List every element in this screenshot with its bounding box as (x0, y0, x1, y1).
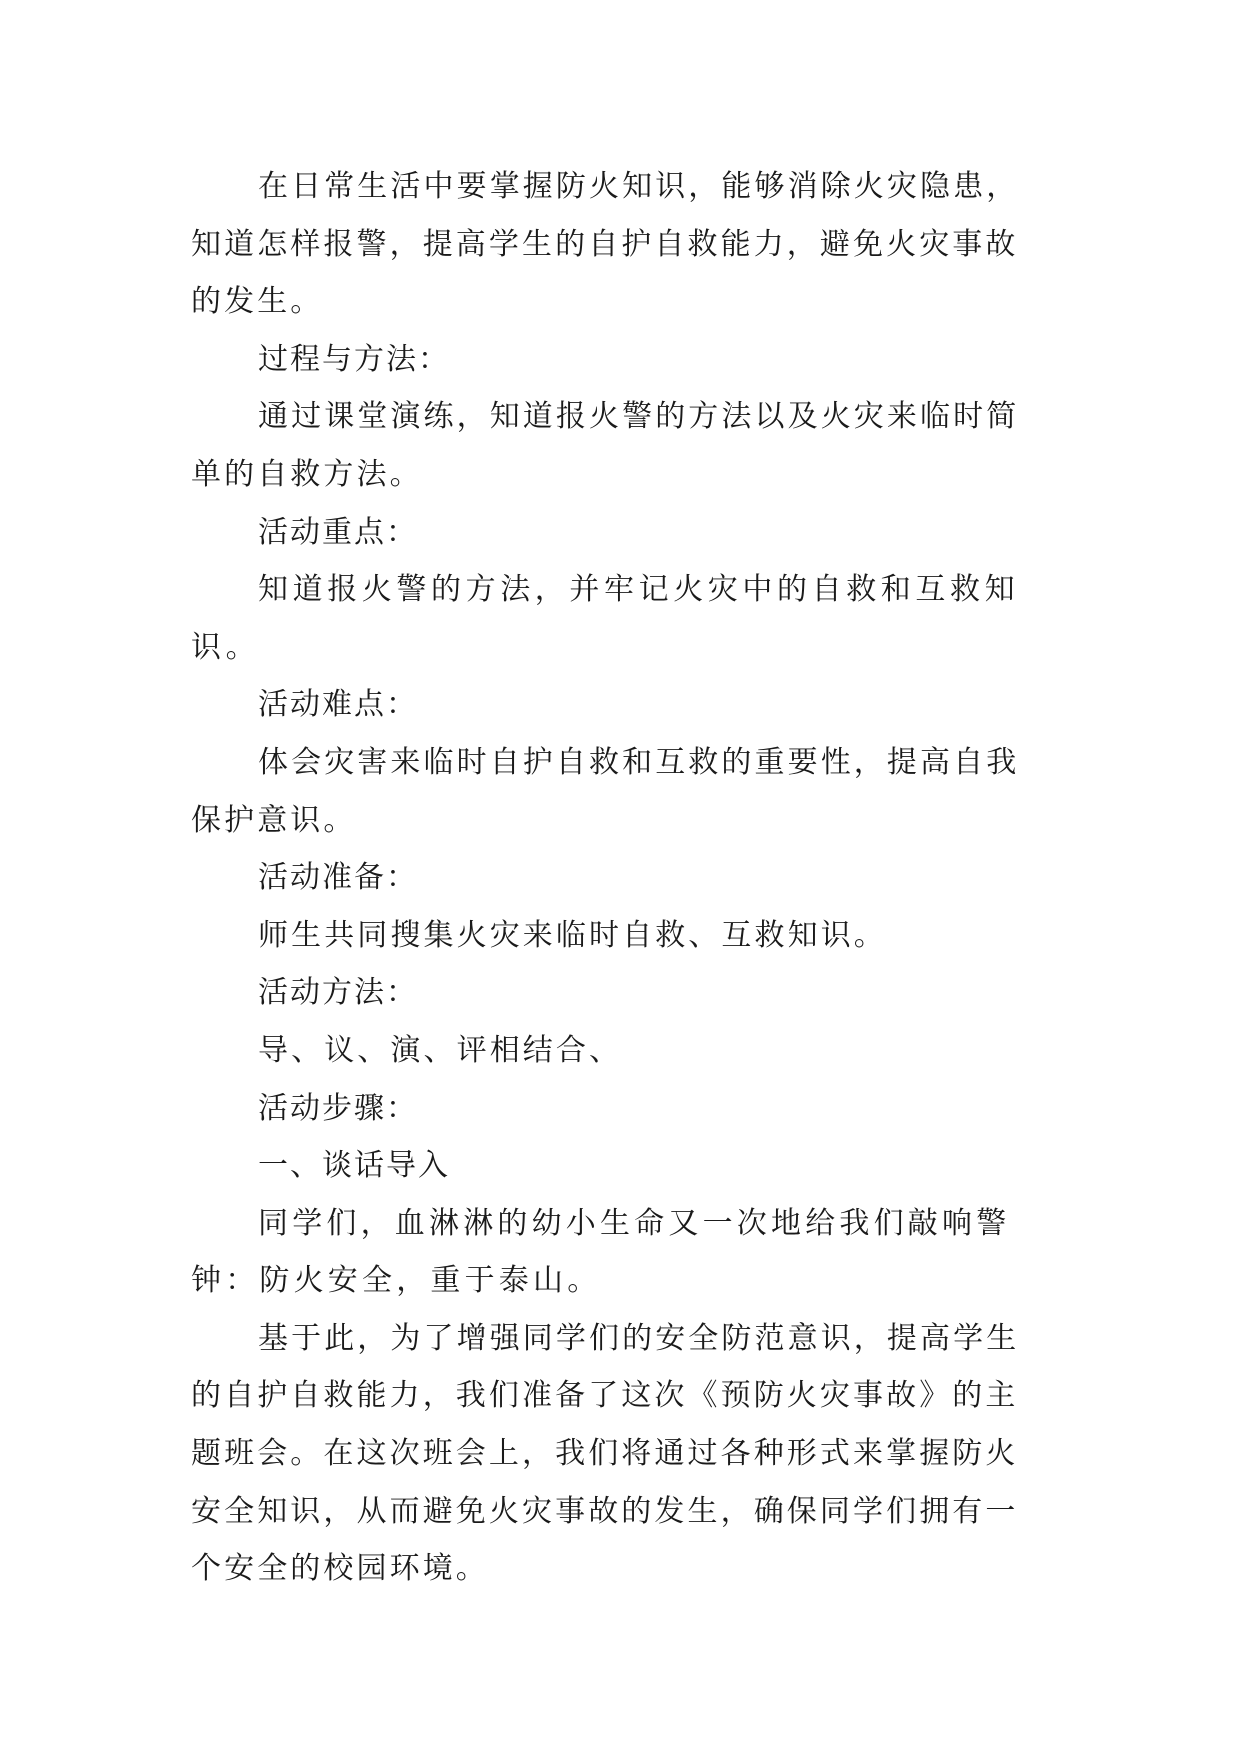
paragraph-key-points: 知道报火警的方法，并牢记火灾中的自救和互救知识。 (191, 572, 1020, 665)
heading-preparation: 活动准备： (258, 860, 418, 896)
heading-process-method: 过程与方法： (258, 341, 450, 377)
heading-step-one: 一、谈话导入 (258, 1148, 450, 1184)
paragraph-intro-purpose: 基于此，为了增强同学们的安全防范意识，提高学生的自护自救能力，我们准备了这次《预防火灾事故》的主题班会。在这次班会上，我们将通过各种形式来掌握防火安全知识，从而避免火灾事故的发生，确保同学们拥有一个安全的校园环境。 (191, 1320, 1020, 1587)
heading-methods: 活动方法： (258, 975, 418, 1011)
paragraph-intro-warning: 同学们，血淋淋的幼小生命又一次地给我们敲响警钟：防火安全，重于泰山。 (191, 1205, 1011, 1299)
paragraph-process-method: 通过课堂演练，知道报火警的方法以及火灾来临时简单的自救方法。 (191, 399, 1020, 492)
paragraph-goal-knowledge: 在日常生活中要掌握防火知识，能够消除火灾隐患，知道怎样报警，提高学生的自护自救能力，避免火灾事故的发生。 (191, 169, 1020, 320)
paragraph-methods: 导、议、演、评相结合、 (258, 1032, 623, 1068)
heading-difficulties: 活动难点： (258, 687, 418, 723)
paragraph-preparation: 师生共同搜集火灾来临时自救、互救知识。 (258, 917, 887, 953)
heading-steps: 活动步骤： (258, 1090, 418, 1126)
document-body (191, 158, 1051, 1598)
heading-key-points: 活动重点： (258, 514, 418, 550)
paragraph-difficulties: 体会灾害来临时自护自救和互救的重要性，提高自我保护意识。 (191, 744, 1020, 838)
